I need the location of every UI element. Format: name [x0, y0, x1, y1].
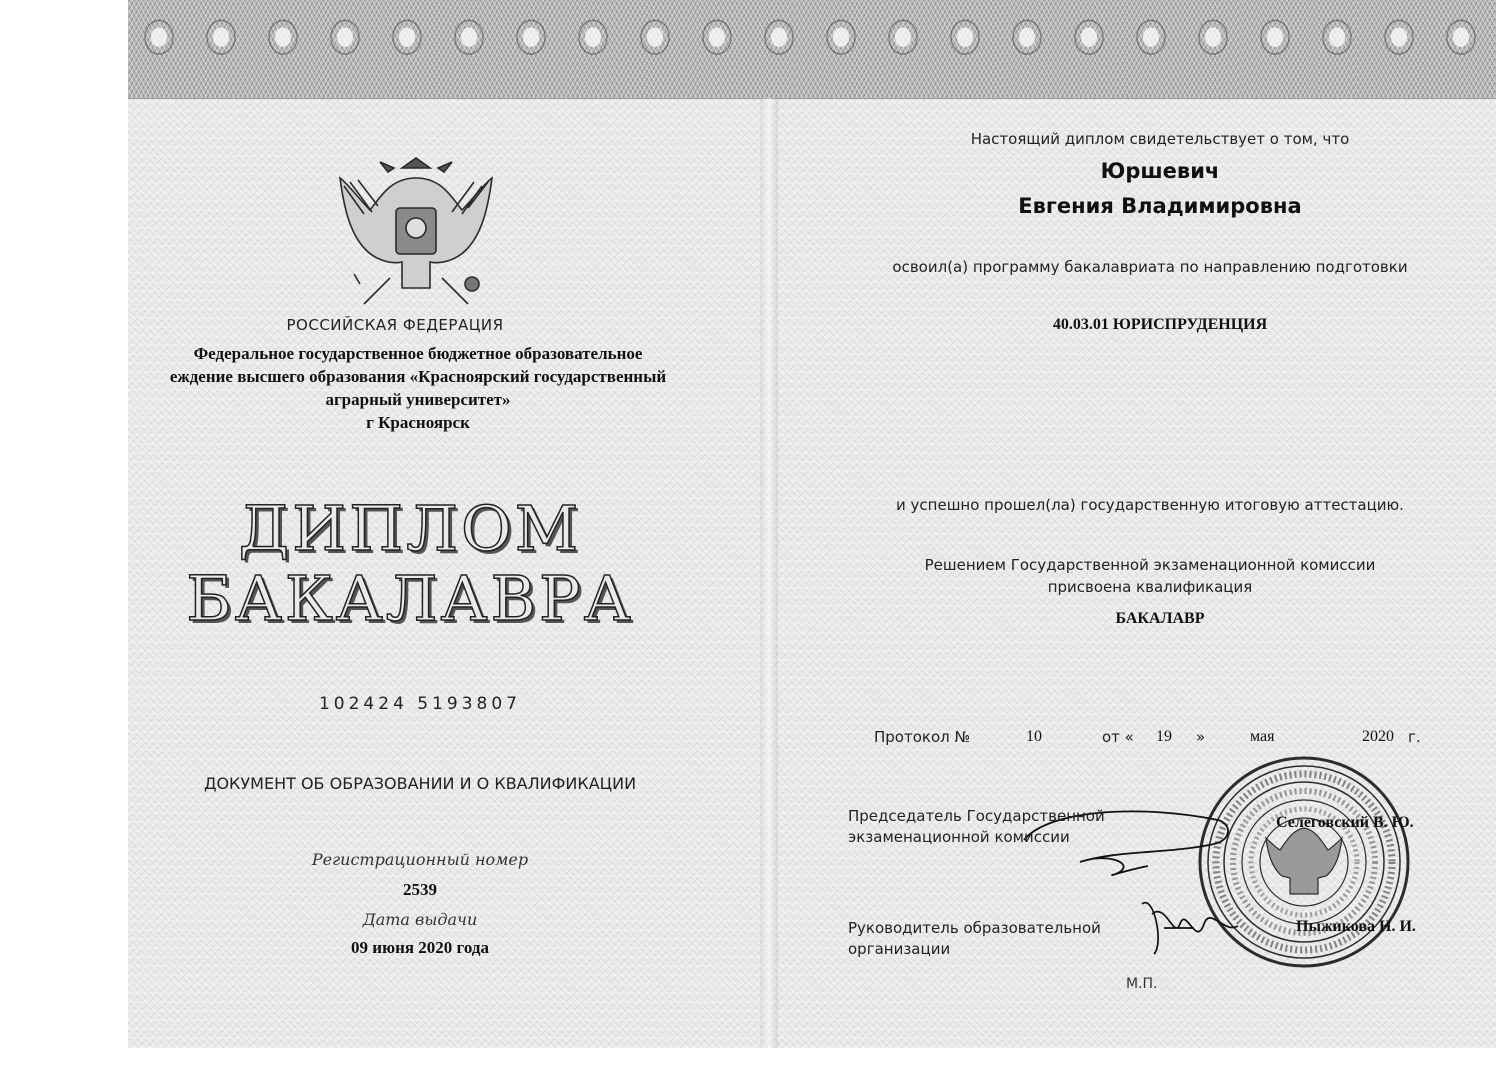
institution-city: г Красноярск	[366, 413, 470, 432]
graduate-given-names: Евгения Владимировна	[1018, 194, 1302, 218]
head-name: Пыжикова Н. И.	[1296, 918, 1416, 935]
specialty: 40.03.01 ЮРИСПРУДЕНЦИЯ	[1052, 316, 1268, 333]
head-signature-icon	[1134, 884, 1244, 964]
chairman-title: Председатель Государственной экзаменационной комиссии	[848, 807, 1105, 846]
institution-line-1: Федеральное государственное бюджетное образовательное	[193, 344, 643, 363]
graduate-surname: Юршевич	[1100, 159, 1220, 183]
seal-place-label: М.П.	[1126, 976, 1158, 992]
protocol-year-suffix: г.	[1408, 728, 1421, 746]
diploma-title-line-2: БАКАЛАВРА	[186, 562, 634, 635]
protocol-day: 19	[1156, 728, 1172, 745]
diploma-title-line-1: ДИПЛОМ	[238, 492, 582, 565]
qualification: БАКАЛАВР	[1115, 610, 1205, 627]
protocol-number: 10	[1026, 728, 1042, 745]
registration-number: 2539	[403, 880, 437, 899]
certifies-text: Настоящий диплом свидетельствует о том, что	[970, 130, 1350, 148]
issue-date-label: Дата выдачи	[362, 910, 478, 929]
institution-line-2: еждение высшего образования «Красноярский государственный	[169, 367, 667, 386]
protocol-year: 2020	[1362, 728, 1394, 745]
document-type: ДОКУМЕНТ ОБ ОБРАЗОВАНИИ И О КВАЛИФИКАЦИИ	[203, 774, 637, 793]
decision-line-1: Решением Государственной экзаменационной комиссии	[924, 556, 1376, 574]
decision-line-2: присвоена квалификация	[1047, 578, 1253, 596]
issue-date: 09 июня 2020 года	[351, 938, 489, 957]
protocol-from-label: от «	[1102, 728, 1134, 746]
head-title: Руководитель образовательной организации	[848, 919, 1101, 958]
protocol-close-quote: »	[1196, 728, 1206, 746]
protocol-label: Протокол №	[874, 728, 971, 746]
chairman-name: Селеговский В. Ю.	[1276, 814, 1414, 831]
registration-number-label: Регистрационный номер	[311, 850, 529, 869]
program-text: освоил(а) программу бакалавриата по направлению подготовки	[892, 258, 1408, 276]
attestation-text: и успешно прошел(ла) государственную итоговую аттестацию.	[896, 496, 1404, 514]
diploma-number: 102424 5193807	[318, 694, 521, 714]
institution-name	[118, 342, 718, 434]
protocol-month: мая	[1250, 728, 1275, 745]
institution-line-3: аграрный университет»	[325, 390, 511, 409]
coat-of-arms-icon	[330, 138, 502, 310]
country-name: РОССИЙСКАЯ ФЕДЕРАЦИЯ	[286, 316, 504, 334]
page-fold	[760, 98, 778, 1048]
guilloche-border	[128, 0, 1496, 99]
